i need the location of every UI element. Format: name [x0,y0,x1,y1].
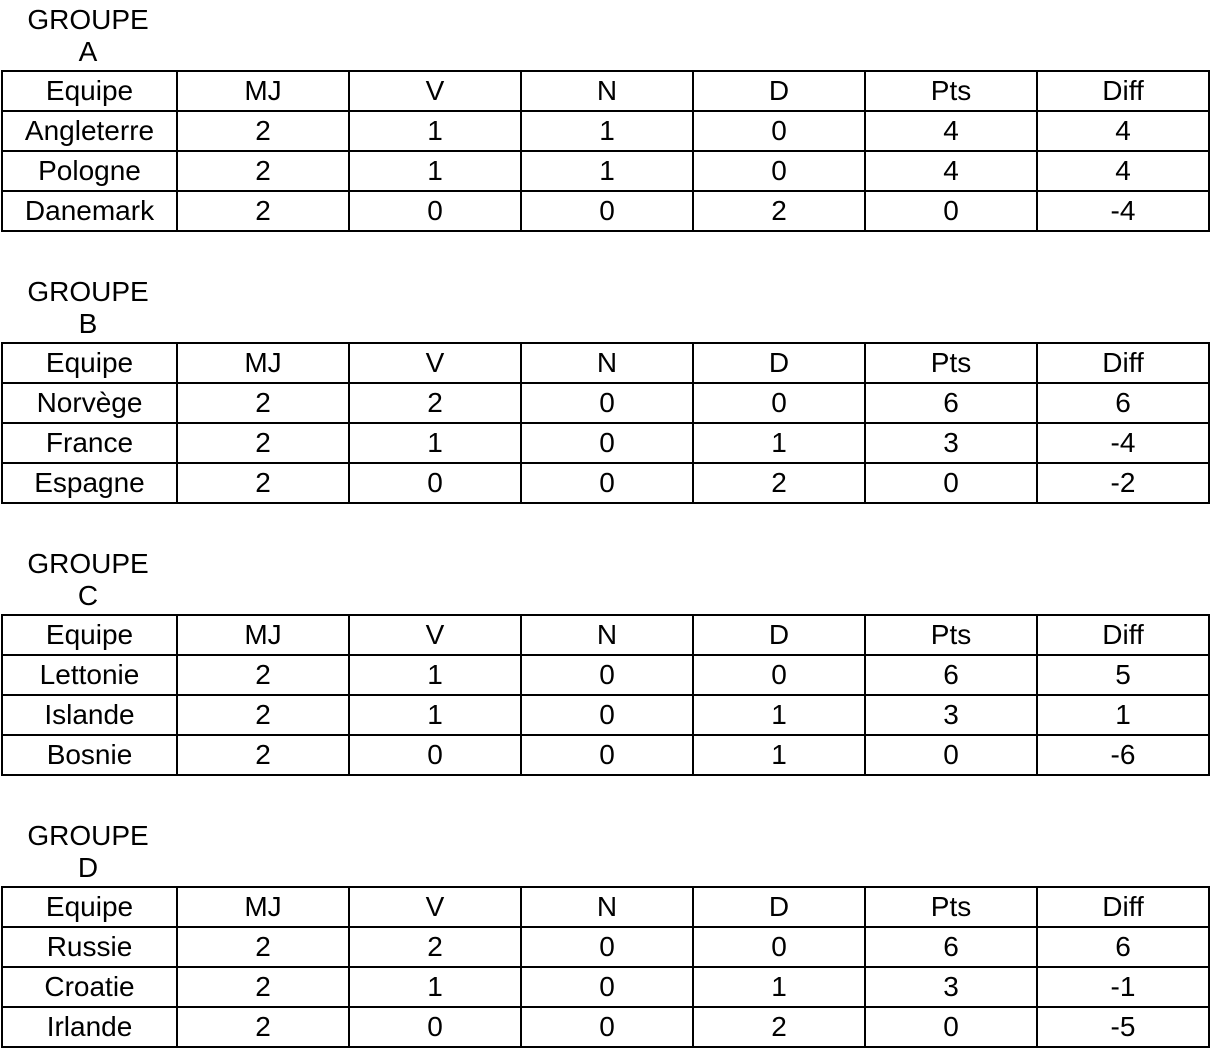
column-header-pts: Pts [865,343,1037,383]
table-row [2,383,1209,423]
d-cell: 2 [693,463,865,503]
group-title-word: GROUPE [27,4,149,35]
column-header-mj: MJ [177,615,349,655]
d-cell: 2 [693,191,865,231]
group-a-table [1,70,1210,232]
column-header-pts: Pts [865,887,1037,927]
d-cell: 0 [693,383,865,423]
v-cell: 0 [349,735,521,775]
table-header-row [2,343,1209,383]
diff-cell: 1 [1037,695,1209,735]
column-header-diff: Diff [1037,615,1209,655]
table-row [2,655,1209,695]
diff-cell: -2 [1037,463,1209,503]
table-row [2,967,1209,1007]
v-cell: 0 [349,1007,521,1047]
n-cell: 1 [521,111,693,151]
mj-cell: 2 [177,151,349,191]
team-name-cell: Bosnie [2,735,177,775]
n-cell: 0 [521,1007,693,1047]
d-cell: 1 [693,735,865,775]
diff-cell: -4 [1037,191,1209,231]
mj-cell: 2 [177,735,349,775]
n-cell: 0 [521,463,693,503]
column-header-v: V [349,887,521,927]
n-cell: 0 [521,735,693,775]
mj-cell: 2 [177,423,349,463]
diff-cell: 4 [1037,111,1209,151]
diff-cell: 6 [1037,927,1209,967]
group-b-section [0,276,1210,504]
table-row [2,151,1209,191]
column-header-n: N [521,887,693,927]
team-name-cell: Norvège [2,383,177,423]
d-cell: 2 [693,1007,865,1047]
v-cell: 1 [349,151,521,191]
column-header-mj: MJ [177,71,349,111]
table-row [2,1007,1209,1047]
table-row [2,111,1209,151]
pts-cell: 6 [865,383,1037,423]
d-cell: 1 [693,967,865,1007]
diff-cell: -1 [1037,967,1209,1007]
d-cell: 1 [693,695,865,735]
table-row [2,695,1209,735]
table-row [2,423,1209,463]
v-cell: 1 [349,695,521,735]
diff-cell: 6 [1037,383,1209,423]
column-header-diff: Diff [1037,71,1209,111]
column-header-pts: Pts [865,71,1037,111]
d-cell: 0 [693,111,865,151]
column-header-mj: MJ [177,887,349,927]
column-header-equipe: Equipe [2,71,177,111]
mj-cell: 2 [177,463,349,503]
pts-cell: 4 [865,151,1037,191]
v-cell: 1 [349,655,521,695]
mj-cell: 2 [177,1007,349,1047]
pts-cell: 0 [865,191,1037,231]
team-name-cell: Espagne [2,463,177,503]
mj-cell: 2 [177,383,349,423]
mj-cell: 2 [177,695,349,735]
team-name-cell: Irlande [2,1007,177,1047]
table-header-row [2,887,1209,927]
pts-cell: 3 [865,423,1037,463]
group-title-word: GROUPE [27,548,149,579]
pts-cell: 0 [865,1007,1037,1047]
group-title-word: GROUPE [27,820,149,851]
group-b-table [1,342,1210,504]
pts-cell: 6 [865,927,1037,967]
mj-cell: 2 [177,927,349,967]
team-name-cell: Islande [2,695,177,735]
column-header-equipe: Equipe [2,615,177,655]
column-header-d: D [693,887,865,927]
team-name-cell: France [2,423,177,463]
group-b-title [0,276,176,340]
group-a-title [0,4,176,68]
column-header-n: N [521,343,693,383]
column-header-n: N [521,71,693,111]
group-title-word: GROUPE [27,276,149,307]
pts-cell: 4 [865,111,1037,151]
column-header-mj: MJ [177,343,349,383]
n-cell: 0 [521,655,693,695]
n-cell: 0 [521,967,693,1007]
table-row [2,463,1209,503]
column-header-n: N [521,615,693,655]
column-header-d: D [693,71,865,111]
mj-cell: 2 [177,191,349,231]
group-title-letter: B [78,308,98,339]
group-d-title [0,820,176,884]
v-cell: 0 [349,191,521,231]
group-d-section [0,820,1210,1048]
column-header-equipe: Equipe [2,887,177,927]
v-cell: 1 [349,967,521,1007]
column-header-v: V [349,615,521,655]
n-cell: 0 [521,695,693,735]
diff-cell: 5 [1037,655,1209,695]
diff-cell: -4 [1037,423,1209,463]
pts-cell: 3 [865,695,1037,735]
v-cell: 0 [349,463,521,503]
pts-cell: 6 [865,655,1037,695]
group-c-title [0,548,176,612]
n-cell: 0 [521,383,693,423]
column-header-pts: Pts [865,615,1037,655]
group-title-letter: D [77,852,99,883]
v-cell: 2 [349,383,521,423]
team-name-cell: Croatie [2,967,177,1007]
v-cell: 1 [349,423,521,463]
diff-cell: -6 [1037,735,1209,775]
column-header-diff: Diff [1037,887,1209,927]
group-a-section [0,4,1210,232]
n-cell: 0 [521,423,693,463]
d-cell: 0 [693,927,865,967]
table-header-row [2,71,1209,111]
group-title-letter: A [78,36,98,67]
n-cell: 1 [521,151,693,191]
group-c-section [0,548,1210,776]
d-cell: 0 [693,151,865,191]
table-row [2,191,1209,231]
v-cell: 1 [349,111,521,151]
column-header-v: V [349,343,521,383]
table-header-row [2,615,1209,655]
v-cell: 2 [349,927,521,967]
column-header-d: D [693,615,865,655]
pts-cell: 0 [865,735,1037,775]
group-title-letter: C [77,580,99,611]
group-d-table [1,886,1210,1048]
table-row [2,735,1209,775]
team-name-cell: Lettonie [2,655,177,695]
mj-cell: 2 [177,967,349,1007]
diff-cell: -5 [1037,1007,1209,1047]
n-cell: 0 [521,191,693,231]
column-header-equipe: Equipe [2,343,177,383]
column-header-v: V [349,71,521,111]
mj-cell: 2 [177,655,349,695]
team-name-cell: Angleterre [2,111,177,151]
group-c-table [1,614,1210,776]
pts-cell: 0 [865,463,1037,503]
d-cell: 0 [693,655,865,695]
pts-cell: 3 [865,967,1037,1007]
d-cell: 1 [693,423,865,463]
mj-cell: 2 [177,111,349,151]
n-cell: 0 [521,927,693,967]
team-name-cell: Russie [2,927,177,967]
diff-cell: 4 [1037,151,1209,191]
column-header-diff: Diff [1037,343,1209,383]
team-name-cell: Pologne [2,151,177,191]
column-header-d: D [693,343,865,383]
table-row [2,927,1209,967]
team-name-cell: Danemark [2,191,177,231]
